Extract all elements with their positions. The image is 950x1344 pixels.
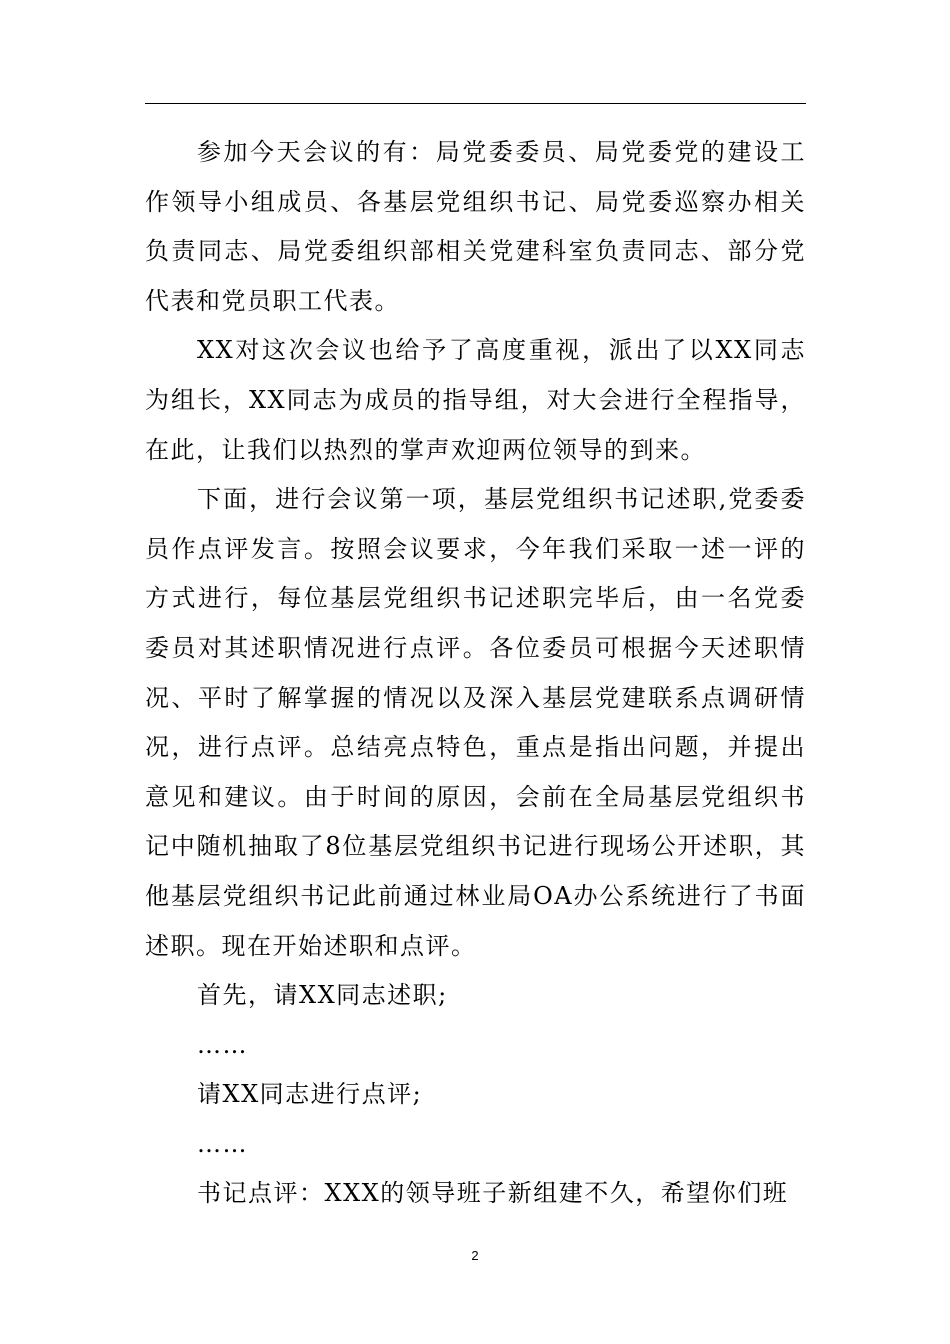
paragraph-ellipsis: ……: [197, 1129, 248, 1158]
paragraph-agenda-item-one: 下面，进行会议第一项，基层党组织书记述职,党委委员作点评发言。按照会议要求，今年我们采取一述一评的方式进行，每位基层党组织书记述职完毕后，由一名党委委员对其述职情况进行点评。各位委员可根据今天述职情况、平时了解掌握的情况以及深入基层党建联系点调研情况，进行点评。总结亮点特色，重点是指出问题，并提出意见和建议。由于时间的原因，会前在全局基层党组织书记中随机抽取了8位基层党组织书记进行现场公开述职，其他基层党组织书记此前通过林业局OA办公系统进行了书面述职。现在开始述职和点评。: [145, 485, 806, 960]
paragraph-attendees: 参加今天会议的有：局党委委员、局党委党的建设工作领导小组成员、各基层党组织书记、局党委巡察办相关负责同志、局党委组织部相关党建科室负责同志、部分党代表和党员职工代表。: [145, 138, 806, 315]
header-rule: [145, 103, 806, 104]
page-number: 2: [471, 1248, 479, 1263]
paragraph-guidance-group: XX对这次会议也给予了高度重视，派出了以XX同志为组长，XX同志为成员的指导组，对大会进行全程指导，在此，让我们以热烈的掌声欢迎两位领导的到来。: [145, 336, 806, 464]
document-body: [145, 128, 806, 1219]
paragraph-comment-request: 请XX同志进行点评;: [197, 1080, 423, 1109]
paragraph-secretary-comment: 书记点评：XXX的领导班子新组建不久，希望你们班: [197, 1179, 789, 1208]
paragraph-ellipsis: ……: [197, 1030, 248, 1059]
paragraph-first-report: 首先，请XX同志述职;: [197, 981, 448, 1010]
